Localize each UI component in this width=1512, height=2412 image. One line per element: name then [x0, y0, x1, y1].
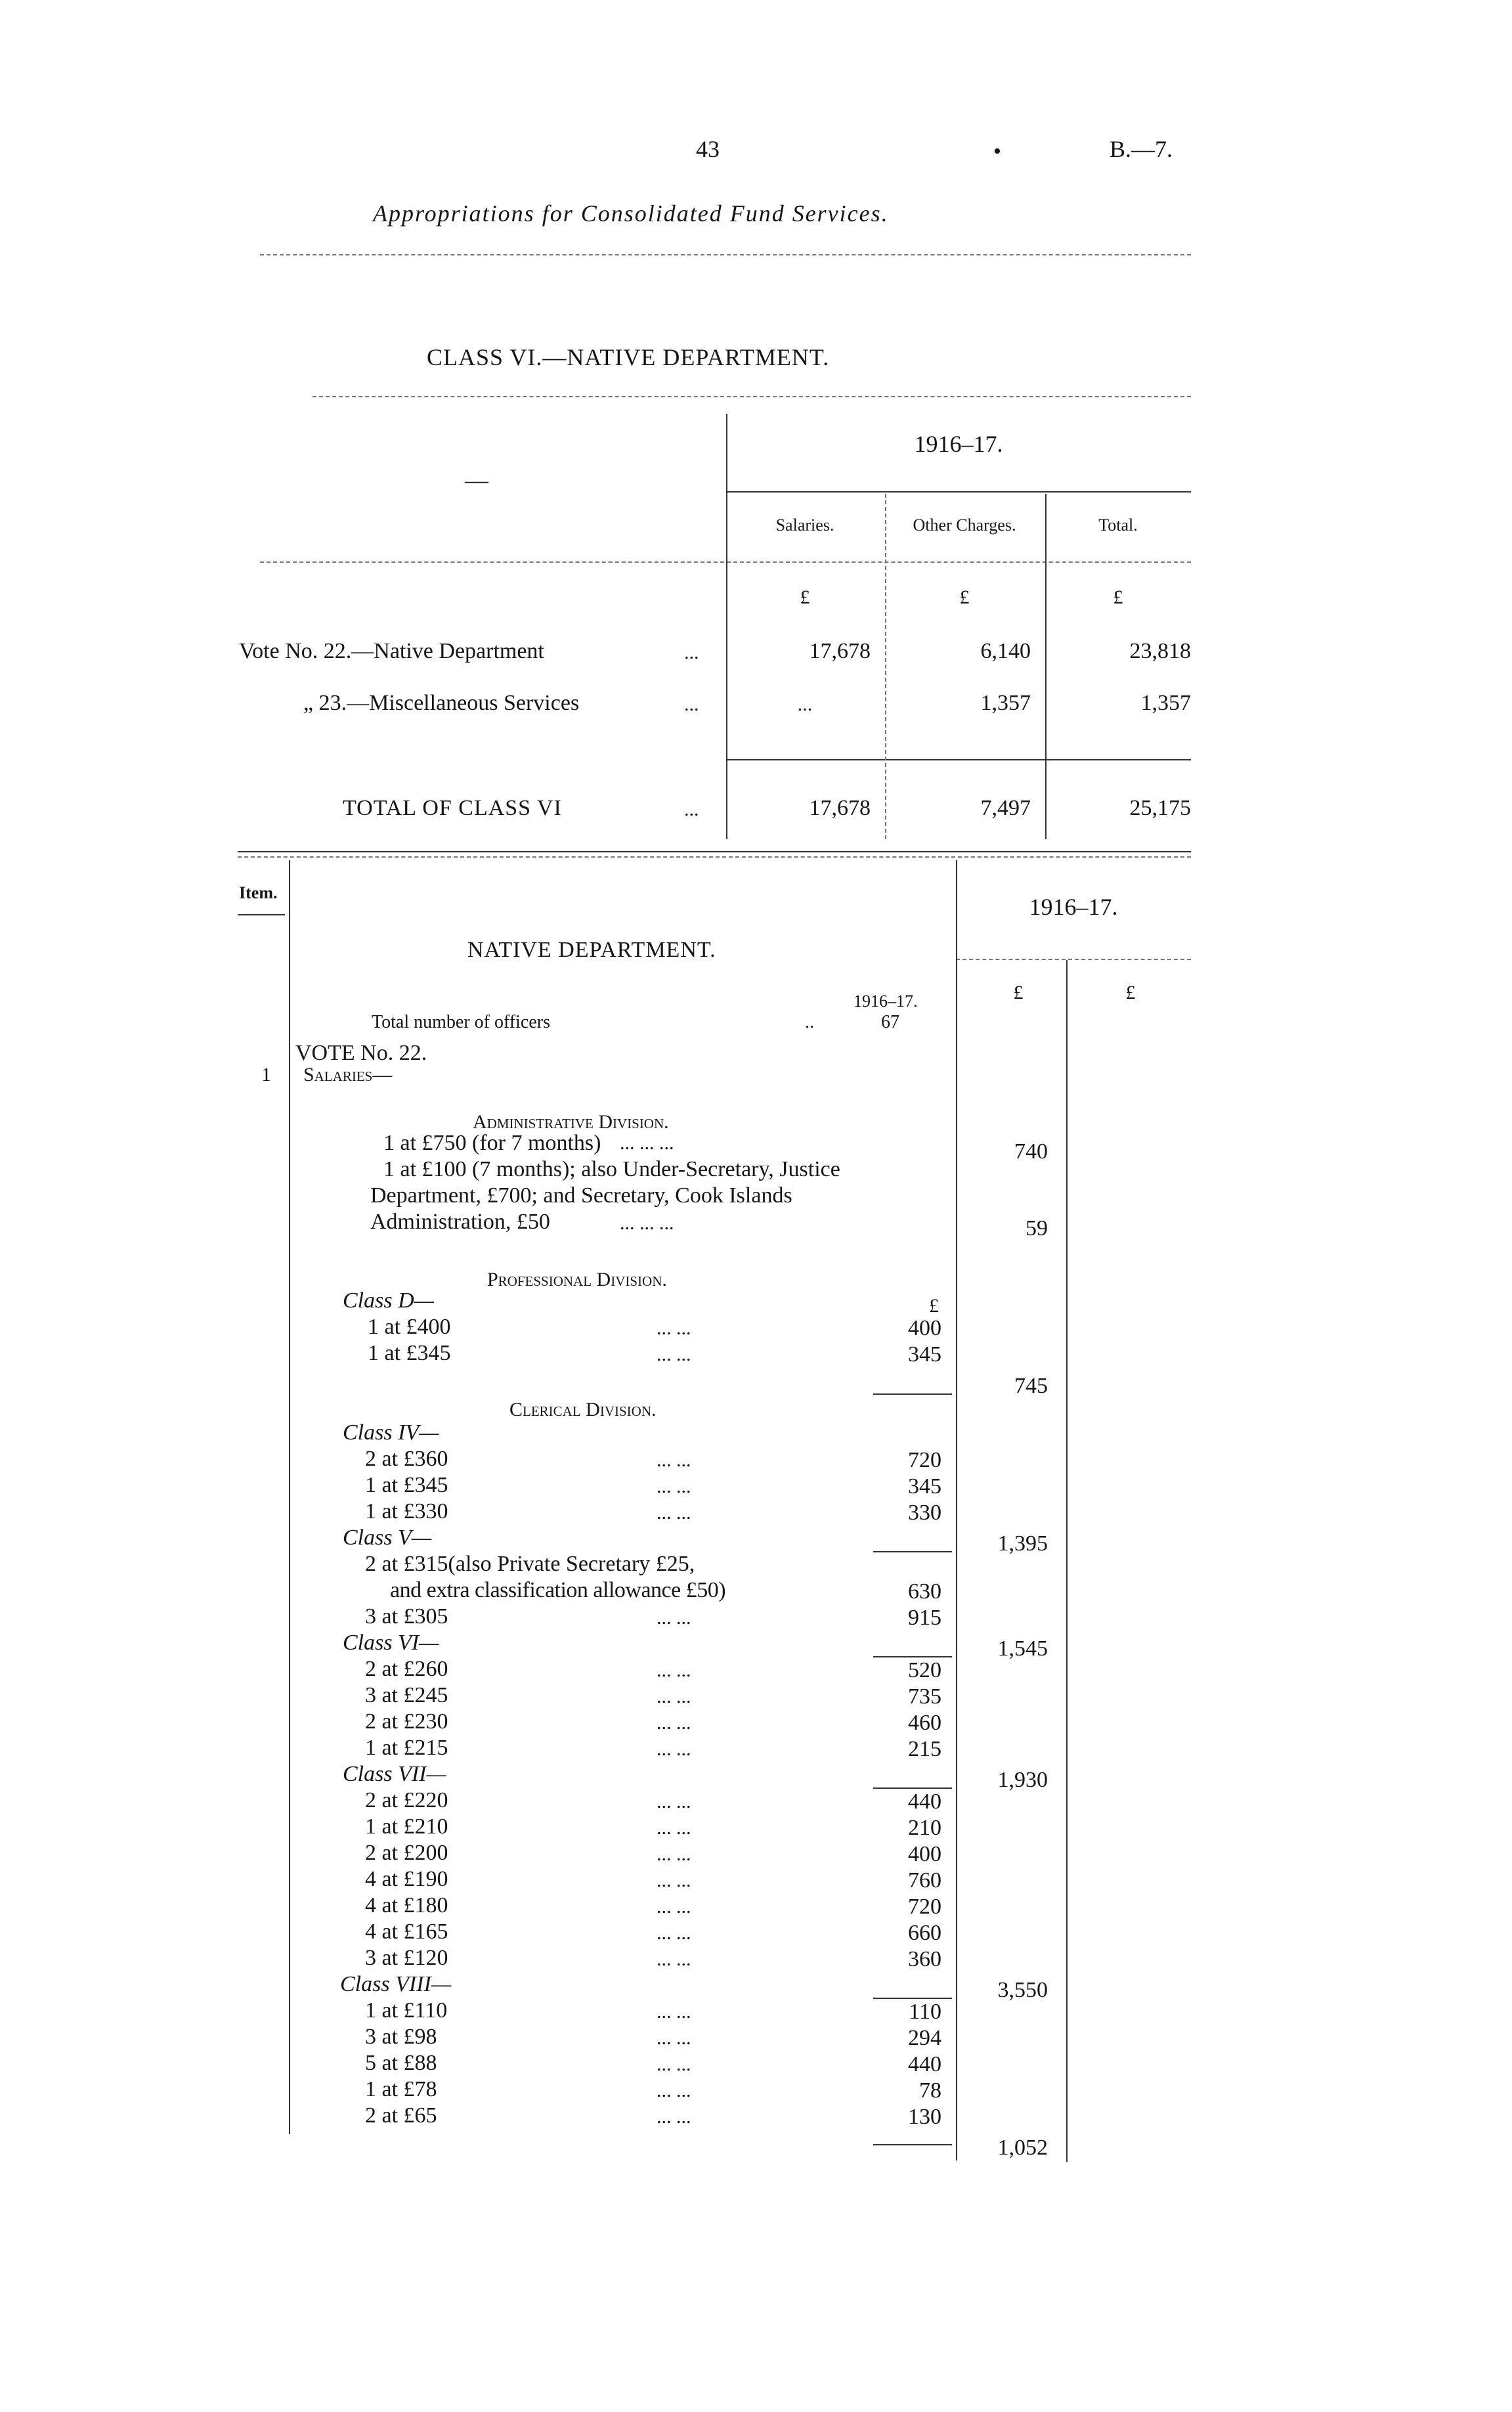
administrative-division-heading: Administrative Division. — [473, 1111, 669, 1133]
leader-dots: ... ... — [657, 1686, 691, 1707]
subtotal-rule — [873, 1787, 952, 1789]
page-number: 43 — [696, 136, 720, 162]
subtotal-amount: 1,545 — [997, 1636, 1048, 1661]
salary-amount: 760 — [908, 1868, 941, 1893]
detail-section-title: NATIVE DEPARTMENT. — [467, 938, 716, 962]
vote-heading: VOTE No. 22. — [295, 1041, 427, 1065]
officers-label: Total number of officers — [372, 1012, 550, 1032]
leader-dots: ... ... — [657, 1502, 691, 1524]
subtotal-amount: 1,395 — [997, 1531, 1048, 1556]
salary-amount: 460 — [908, 1711, 941, 1735]
summary-total-other: 7,497 — [980, 796, 1031, 820]
leader-dots: ... ... — [657, 1791, 691, 1812]
item-column-rule — [289, 860, 290, 2134]
salary-amount: 720 — [908, 1448, 941, 1472]
admin-line: Administration, £50 — [370, 1210, 550, 1234]
summary-total-rule — [726, 759, 1191, 760]
detail-column-rule — [956, 860, 957, 2160]
summary-row-label: „ 23.—Miscellaneous Services — [303, 691, 580, 715]
column-header-salaries: Salaries. — [775, 515, 834, 535]
summary-total-total: 25,175 — [1129, 796, 1191, 820]
leader-dots: ... ... — [657, 1817, 691, 1839]
summary-year-rule — [726, 491, 1191, 493]
leader-dots: ... ... — [657, 1344, 691, 1365]
officers-count: 67 — [881, 1012, 899, 1032]
summary-row-label: Vote No. 22.—Native Department — [239, 639, 544, 663]
salary-amount: 345 — [908, 1342, 941, 1367]
salary-line: 1 at £110 — [365, 1998, 448, 2023]
pound-sign: £ — [929, 1295, 939, 1317]
salary-line: 2 at £65 — [365, 2103, 437, 2128]
leader-dots: ... ... — [657, 2001, 691, 2023]
summary-header-rule — [260, 561, 1191, 563]
leader-dots: ... ... — [657, 1922, 691, 1944]
subtotal-rule — [873, 1656, 952, 1657]
leader-dots: ... ... — [657, 2106, 691, 2128]
salary-amount: 660 — [908, 1921, 941, 1945]
leader-dots: ... — [684, 642, 699, 663]
clerical-division-heading: Clerical Division. — [509, 1399, 657, 1420]
leader-dots: ... ... — [657, 1896, 691, 1918]
detail-unit-2: £ — [1125, 982, 1136, 1003]
subtotal-amount: 745 — [1014, 1374, 1048, 1398]
salary-line: 2 at £360 — [365, 1447, 448, 1471]
summary-total-label: TOTAL OF CLASS VI — [343, 796, 562, 820]
summary-top-rule — [313, 396, 1191, 397]
document-reference: B.—7. — [1110, 136, 1173, 162]
item-number: 1 — [261, 1064, 271, 1085]
subtotal-amount: 1,930 — [997, 1768, 1048, 1792]
subtotal-rule — [873, 2144, 952, 2145]
leader-dots: ... ... — [657, 1659, 691, 1681]
class-heading: Class V— — [343, 1525, 432, 1550]
summary-total-salaries: 17,678 — [809, 796, 871, 820]
salary-line: 1 at £215 — [365, 1736, 448, 1760]
salary-amount: 735 — [908, 1684, 941, 1709]
leader-dots: ... ... — [657, 1843, 691, 1865]
salary-line: 1 at £345 — [368, 1341, 451, 1365]
subtotal-rule — [873, 1393, 952, 1395]
leader-dots: ... ... ... — [620, 1212, 674, 1234]
detail-year-header: 1916–17. — [1029, 894, 1118, 920]
summary-salaries-value: 17,678 — [809, 639, 871, 663]
leader-dots: ... ... — [657, 2053, 691, 2075]
detail-column-rule — [1066, 960, 1068, 2162]
salary-line: 4 at £190 — [365, 1867, 448, 1891]
salary-line-continued: and extra classification allowance £50) — [390, 1578, 726, 1602]
header-bullet: • — [993, 139, 1001, 164]
admin-line: Department, £700; and Secretary, Cook Islands — [370, 1183, 792, 1208]
salary-line: 3 at £305 — [365, 1604, 448, 1629]
salaries-heading: Salaries— — [303, 1064, 393, 1085]
header-rule — [260, 254, 1191, 255]
salary-line: 3 at £120 — [365, 1946, 448, 1970]
leader-dots: ... ... — [657, 1870, 691, 1891]
salary-amount: 440 — [908, 2052, 941, 2076]
salary-amount: 330 — [908, 1501, 941, 1525]
subtotal-rule — [873, 1998, 952, 1999]
leader-dots: ... — [684, 693, 699, 715]
salary-line: 4 at £180 — [365, 1893, 448, 1918]
item-column-header: Item. — [239, 883, 278, 902]
leader-dots: ... ... — [657, 2080, 691, 2101]
summary-salaries-value: ... — [797, 693, 813, 715]
salary-amount: 440 — [908, 1789, 941, 1814]
summary-year-header: 1916–17. — [914, 431, 1003, 457]
summary-column-rule — [885, 494, 886, 839]
salary-amount: 210 — [908, 1816, 941, 1840]
subtotal-amount: 1,052 — [997, 2136, 1048, 2160]
class-heading: Class D— — [343, 1288, 434, 1313]
admin-amount: 740 — [1014, 1139, 1048, 1164]
salary-line: 3 at £245 — [365, 1683, 448, 1707]
salary-line: 2 at £230 — [365, 1709, 448, 1734]
unit-total: £ — [1113, 586, 1123, 608]
detail-unit-1: £ — [1013, 982, 1024, 1003]
class-heading: Class VIII— — [340, 1972, 452, 1996]
leader-dots: ... ... — [657, 1738, 691, 1760]
leader-dots: ... ... — [657, 1607, 691, 1629]
class-heading: Class VII— — [343, 1762, 446, 1786]
class-heading: Class IV— — [343, 1420, 439, 1445]
summary-column-rule — [726, 414, 727, 839]
class-title: CLASS VI.—NATIVE DEPARTMENT. — [427, 344, 830, 370]
salary-line: 4 at £165 — [365, 1919, 448, 1944]
leader-dots: ... ... — [657, 1449, 691, 1471]
summary-bottom-rule-double — [238, 856, 1191, 858]
summary-other-value: 6,140 — [980, 639, 1031, 663]
salary-amount: 78 — [919, 2078, 941, 2103]
leader-dots: ... ... — [657, 2027, 691, 2049]
salary-amount: 630 — [908, 1579, 941, 1604]
unit-other-charges: £ — [959, 586, 970, 608]
admin-amount: 59 — [1026, 1216, 1048, 1240]
salary-amount: 294 — [908, 2026, 941, 2050]
column-header-total: Total. — [1098, 515, 1138, 535]
summary-other-value: 1,357 — [980, 691, 1031, 715]
salary-amount: 400 — [908, 1842, 941, 1866]
salary-line: 1 at £210 — [365, 1814, 448, 1839]
salary-line: 1 at £330 — [365, 1499, 448, 1524]
salary-amount: 130 — [908, 2105, 941, 2129]
salary-line: 2 at £220 — [365, 1788, 448, 1812]
leader-dots: ... ... ... — [620, 1132, 674, 1154]
column-header-other-charges: Other Charges. — [913, 515, 1016, 535]
salary-amount: 915 — [908, 1606, 941, 1630]
unit-salaries: £ — [800, 586, 810, 608]
salary-amount: 360 — [908, 1947, 941, 1971]
leader-dots: ... — [684, 799, 699, 820]
subtotal-rule — [873, 1551, 952, 1552]
salary-line: 5 at £88 — [365, 2051, 437, 2075]
salary-amount: 215 — [908, 1737, 941, 1761]
salary-line: 2 at £200 — [365, 1841, 448, 1865]
salary-amount: 345 — [908, 1474, 941, 1499]
salary-amount: 720 — [908, 1895, 941, 1919]
subtotal-amount: 3,550 — [997, 1978, 1048, 2002]
salary-amount: 110 — [909, 2000, 941, 2024]
class-heading: Class VI— — [343, 1631, 439, 1655]
item-header-rule — [238, 914, 285, 915]
summary-total-value: 23,818 — [1129, 639, 1191, 663]
salary-line: 2 at £315(also Private Secretary £25, — [365, 1552, 695, 1576]
detail-year-rule — [956, 959, 1191, 960]
salary-line: 3 at £98 — [365, 2025, 437, 2049]
salary-amount: 400 — [908, 1316, 941, 1340]
salary-amount: 520 — [908, 1658, 941, 1682]
salary-line: 1 at £345 — [365, 1473, 448, 1497]
salary-line: 1 at £78 — [365, 2077, 437, 2101]
summary-total-value: 1,357 — [1140, 691, 1191, 715]
summary-bottom-rule — [238, 851, 1191, 852]
summary-column-rule — [1045, 494, 1047, 839]
leader-dots: ... ... — [657, 1948, 691, 1970]
professional-division-heading: Professional Division. — [487, 1269, 667, 1290]
page-subtitle: Appropriations for Consolidated Fund Services. — [373, 200, 889, 227]
leader-dots: ... ... — [657, 1712, 691, 1734]
admin-line: 1 at £100 (7 months); also Under-Secretary, Justice — [383, 1157, 840, 1181]
leader-dots: .. — [805, 1012, 814, 1032]
leader-dots: ... ... — [657, 1317, 691, 1339]
leader-dots: ... ... — [657, 1476, 691, 1497]
admin-line: 1 at £750 (for 7 months) — [383, 1131, 601, 1155]
officers-year: 1916–17. — [853, 992, 918, 1011]
salary-line: 2 at £260 — [365, 1657, 448, 1681]
summary-blank-dash: — — [465, 467, 488, 493]
salary-line: 1 at £400 — [368, 1315, 451, 1339]
